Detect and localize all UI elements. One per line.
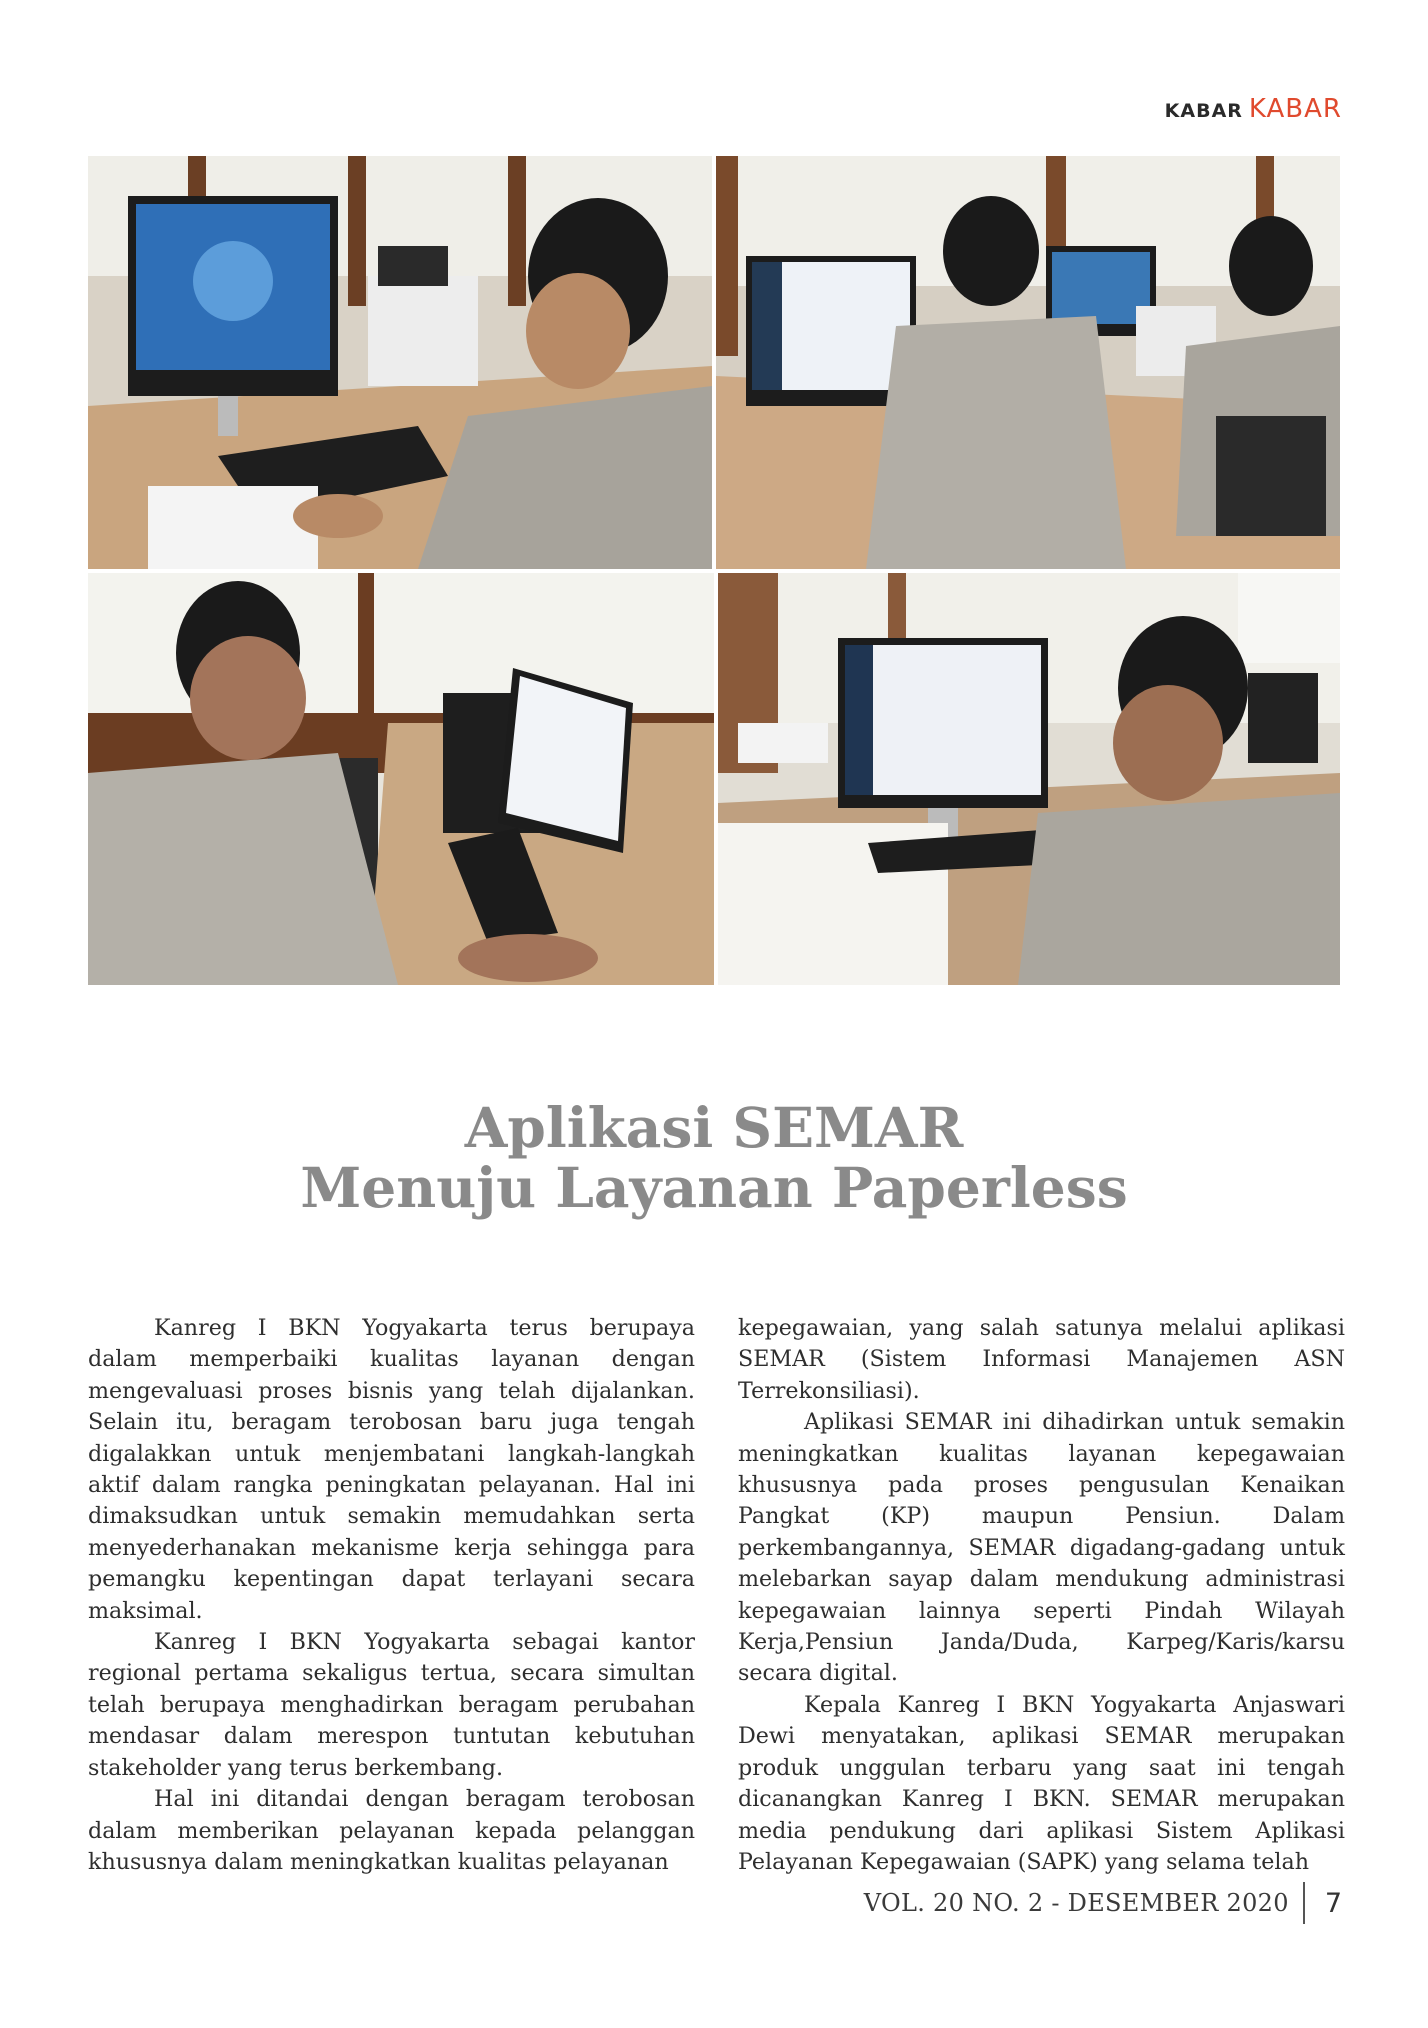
page-footer <box>864 1882 1342 1924</box>
photo-bottom-right <box>718 573 1340 985</box>
section-label-accent: KABAR <box>1248 94 1342 124</box>
paragraph: Kanreg I BKN Yogyakarta terus berupaya dalam memperbaiki kualitas layanan dengan mengevaluasi proses bisnis yang telah dijalankan. Selain itu, beragam terobosan baru juga tengah digalakkan untuk menjembatani langkah-langkah aktif dalam rangka peningkatan pelayanan. Hal ini dimaksudkan untuk semakin memudahkan serta menyederhanakan mekanisme kerja sehingga para pemangku kepentingan dapat terlayani secara maksimal. <box>88 1315 695 1624</box>
section-label-bold: KABAR <box>1164 100 1243 122</box>
photo-top-right <box>716 156 1340 569</box>
paragraph: Aplikasi SEMAR ini dihadirkan untuk semakin meningkatkan kualitas layanan kepegawaian khususnya pada proses pengusulan Kenaikan Pangkat (KP) maupun Pensiun. Dalam perkembangannya, SEMAR digadang-gadang untuk melebarkan sayap dalam mendukung administrasi kepegawaian lainnya seperti Pindah Wilayah Kerja,Pensiun Janda/Duda, Karpeg/Karis/karsu secara digital. <box>738 1409 1345 1687</box>
paragraph: Kanreg I BKN Yogyakarta sebagai kantor regional pertama sekaligus tertua, secara simultan telah berupaya menghadirkan beragam perubahan mendasar dalam merespon tuntutan kebutuhan stakeholder yang terus berkembang. <box>88 1629 695 1781</box>
paragraph: Kepala Kanreg I BKN Yogyakarta Anjaswari Dewi menyatakan, aplikasi SEMAR merupakan produk unggulan terbaru yang saat ini tengah dicanangkan Kanreg I BKN. SEMAR merupakan media pendukung dari aplikasi Sistem Aplikasi Pelayanan Kepegawaian (SAPK) yang selama telah <box>738 1691 1345 1875</box>
article-title-line-1: Aplikasi SEMAR <box>464 1095 964 1160</box>
issue-info: VOL. 20 NO. 2 - DESEMBER 2020 <box>863 1889 1289 1917</box>
article-column-right <box>738 1313 1345 1878</box>
paragraph: kepegawaian, yang salah satunya melalui aplikasi SEMAR (Sistem Informasi Manajemen ASN Terrekonsiliasi). <box>738 1315 1345 1404</box>
photo-top-left <box>88 156 712 569</box>
photo-bottom-left <box>88 573 714 985</box>
section-header <box>1165 94 1342 124</box>
paragraph: Hal ini ditandai dengan beragam terobosan dalam memberikan pelayanan kepada pelanggan khususnya dalam meningkatkan kualitas pelayanan <box>88 1786 695 1875</box>
page-number: 7 <box>1324 1887 1342 1919</box>
article-title <box>0 1095 1428 1220</box>
article-column-left <box>88 1313 695 1878</box>
footer-divider <box>1303 1882 1305 1924</box>
article-title-line-2: Menuju Layanan Paperless <box>300 1155 1128 1220</box>
